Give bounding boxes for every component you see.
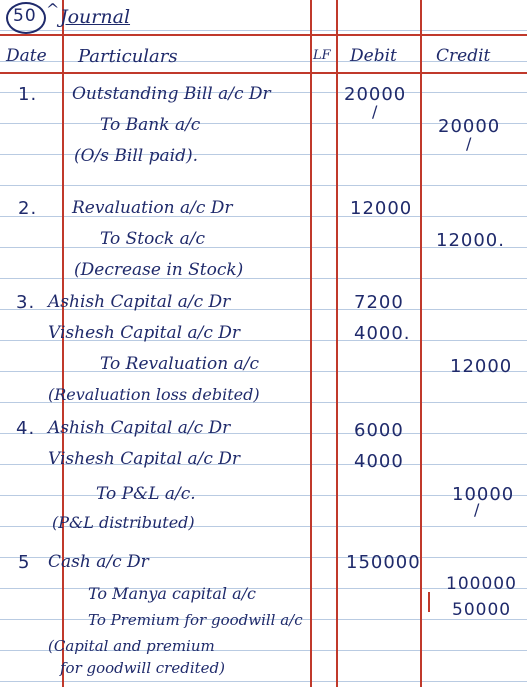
entry-line: (Revaluation loss debited) [48, 385, 260, 404]
credit-amount: 20000 [438, 116, 501, 137]
entry-number: 3. [16, 292, 36, 313]
column-header-debit: Debit [350, 46, 397, 66]
tick-mark: / [466, 134, 472, 153]
debit-amount: 4000. [354, 323, 411, 344]
entry-number: 5 [18, 552, 31, 573]
credit-amount: 12000 [450, 356, 513, 377]
entry-line: To Stock a/c [100, 229, 205, 249]
entry-line: Ashish Capital a/c Dr [48, 418, 231, 438]
debit-column-rule [420, 0, 422, 687]
entry-line: Outstanding Bill a/c Dr [72, 84, 271, 104]
column-header-date: Date [6, 46, 47, 66]
entry-line: To Bank a/c [100, 115, 201, 135]
date-column-rule [62, 0, 64, 687]
lf-column-rule [336, 0, 338, 687]
caret-mark: ^ [46, 0, 60, 19]
entry-line: Vishesh Capital a/c Dr [48, 323, 241, 343]
entry-line: (O/s Bill paid). [74, 146, 199, 166]
credit-amount: 10000 [452, 484, 515, 505]
entry-line: Ashish Capital a/c Dr [48, 292, 231, 312]
column-header-particulars: Particulars [78, 46, 178, 67]
entry-line: To P&L a/c. [96, 484, 196, 504]
credit-amount: 12000. [436, 230, 505, 251]
entry-line: for goodwill credited) [60, 659, 225, 677]
header-top-rule [0, 34, 527, 36]
header-bottom-rule [0, 72, 527, 74]
entry-number: 4. [16, 418, 36, 439]
page-title: Journal [60, 6, 131, 28]
debit-amount: 7200 [354, 292, 404, 313]
column-header-credit: Credit [436, 46, 491, 66]
entry-line: Cash a/c Dr [48, 552, 149, 572]
entry-line: (Capital and premium [48, 637, 215, 655]
entry-line: Vishesh Capital a/c Dr [48, 449, 241, 469]
debit-amount: 12000 [350, 198, 413, 219]
entry-line: To Revaluation a/c [100, 354, 260, 374]
particulars-column-rule [310, 0, 312, 687]
entry-number: 2. [18, 198, 38, 219]
entry-line: (P&L distributed) [52, 513, 195, 532]
entry-line: (Decrease in Stock) [74, 260, 244, 280]
entry-line: To Manya capital a/c [88, 584, 256, 603]
debit-amount: 6000 [354, 420, 404, 441]
debit-amount: 150000 [346, 552, 421, 573]
tick-mark: / [474, 500, 480, 519]
debit-amount: 20000 [344, 84, 407, 105]
tick-mark: / [372, 102, 378, 121]
entry-line: To Premium for goodwill a/c [88, 611, 303, 629]
debit-amount: 4000 [354, 451, 404, 472]
entry-line: Revaluation a/c Dr [72, 198, 233, 218]
credit-amount: 100000 [446, 574, 517, 594]
entry-number: 1. [18, 84, 38, 105]
page-number: 50 [13, 6, 37, 26]
column-header-lf: LF [313, 48, 331, 63]
credit-separator-mark [428, 592, 430, 612]
credit-amount: 50000 [452, 600, 512, 620]
